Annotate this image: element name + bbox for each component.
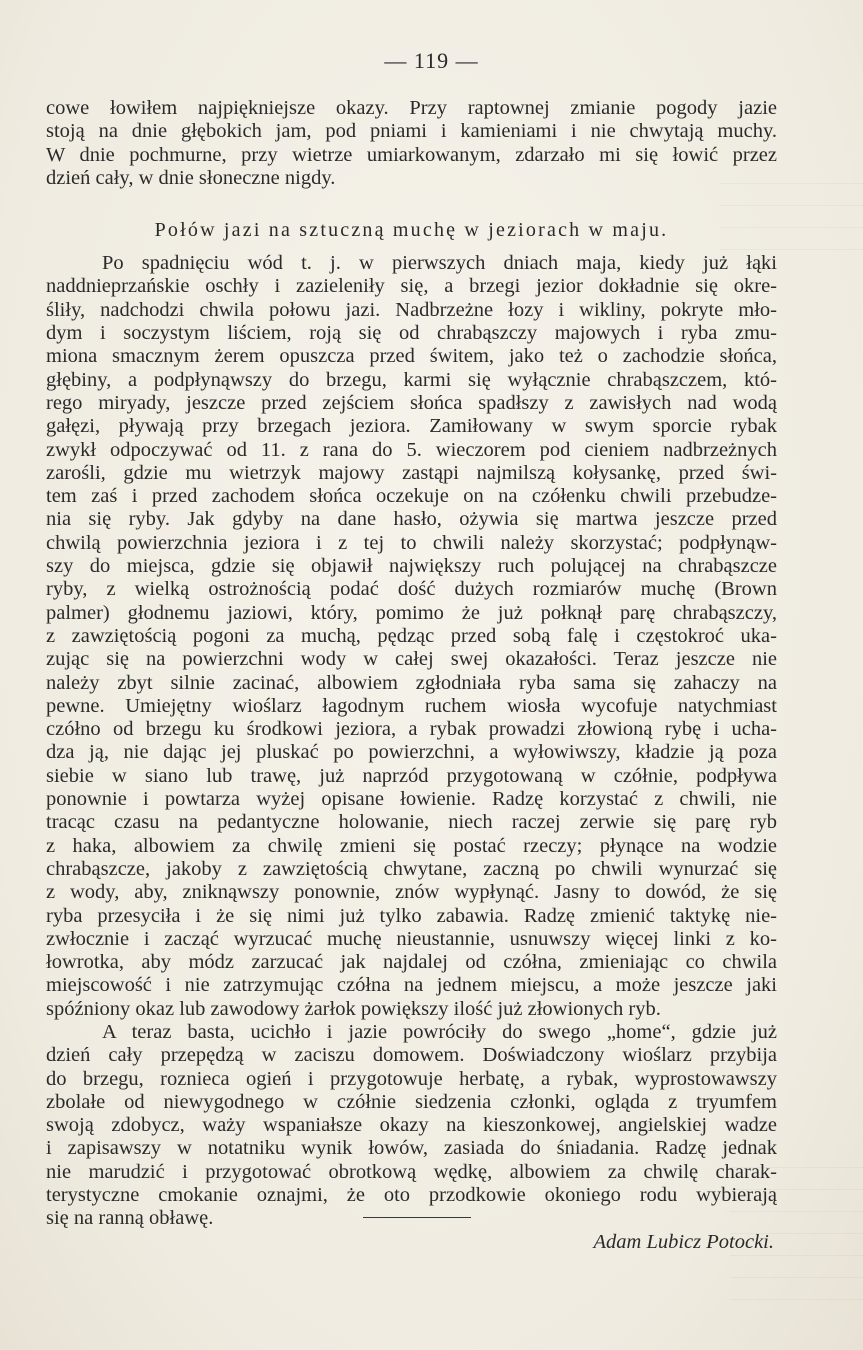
text-line: tracąc czasu na pedantyczne holowanie, niech raczej zerwie się parę ryb bbox=[46, 811, 777, 834]
text-line: tem zaś i przed zachodem słońca oczekuje on na czółenku chwili przebudze- bbox=[46, 485, 777, 508]
text-line: szy do miejsca, gdzie się objawił największy ruch polującej na chrabąszcze bbox=[46, 555, 777, 578]
text-line: miejscowość i nie zatrzymując czółna na jednem miejscu, a może jeszcze jaki bbox=[46, 974, 777, 997]
text-line: W dnie pochmurne, przy wietrze umiarkowanym, zdarzało mi się łowić przez bbox=[46, 143, 777, 166]
text-line: zwłocznie i zacząć wyrzucać muchę nieustannie, usnuwszy więcej linki z ko- bbox=[46, 927, 777, 950]
text-line: stoją na dnie głębokich jam, pod pniami i kamieniami i nie chwytają muchy. bbox=[46, 120, 777, 143]
text-line: palmer) głodnemu jaziowi, który, pomimo że już połknął parę chrabąszczy, bbox=[46, 601, 777, 624]
text-line: A teraz basta, ucichło i jazie powróciły do swego „home“, gdzie już bbox=[102, 1020, 777, 1043]
text-line: z haka, albowiem za chwilę zmieni się postać rzeczy; płynące na wodzie bbox=[46, 834, 777, 857]
text-line: gałęzi, pływają przy brzegach jeziora. Zamiłowany w swym sporcie rybak bbox=[46, 415, 777, 438]
text-line: pewne. Umiejętny wioślarz łagodnym ruchem wiosła wycofuje natychmiast bbox=[46, 694, 777, 717]
article-text bbox=[46, 97, 777, 1254]
text-line: dym i soczystym liściem, roją się od chrabąszczy majowych i ryba zmu- bbox=[46, 322, 777, 345]
text-line: terystyczne cmokanie oznajmi, że oto przodkowie okoniego rodu wybierają bbox=[46, 1184, 777, 1207]
author-signature: Adam Lubicz Potocki. bbox=[593, 1230, 774, 1253]
text-line: śliły, nadchodzi chwila połowu jazi. Nadbrzeżne łozy i wikliny, pokryte mło- bbox=[46, 298, 777, 321]
text-line: dzień cały, w dnie słoneczne nigdy. bbox=[46, 166, 336, 189]
text-line: z zawziętością pogoni za muchą, pędząc przed sobą falę i częstokroć uka- bbox=[46, 624, 777, 647]
text-line: należy zbyt silnie zacinać, albowiem zgłodniała ryba sama się zahaczy na bbox=[46, 671, 777, 694]
text-line: siebie w siano lub trawę, już naprzód przygotowaną w czółnie, podpływa bbox=[46, 764, 777, 787]
text-line: chwilą powierzchnia jeziora i z tej to chwili należy skorzystać; podpłynąw- bbox=[46, 531, 777, 554]
text-line: dzień cały przepędzą w zaciszu domowem. Doświadczony wioślarz przybija bbox=[46, 1044, 777, 1067]
text-line: zbolałe od niewygodnego w czółnie siedzenia członki, ogląda z tryumfem bbox=[46, 1090, 777, 1113]
text-line: ponownie i powtarza wyżej opisane łowienie. Radzę korzystać z chwili, nie bbox=[46, 788, 777, 811]
text-line: z wody, aby, zniknąwszy ponownie, znów wypłynąć. Jasny to dowód, że się bbox=[46, 881, 777, 904]
text-line: zarośli, gdzie mu wietrzyk majowy zastąpi najmilszą kołysankę, przed świ- bbox=[46, 461, 777, 484]
text-line: miona smacznym żerem opuszcza przed świtem, jako też o zachodzie słońca, bbox=[46, 345, 777, 368]
text-line: spóźniony okaz lub zawodowy żarłok powiększy ilość już złowionych ryb. bbox=[46, 997, 661, 1020]
text-line: chrabąszcze, jakoby z zawziętością chwytane, zaczną po chwili wynurzać się bbox=[46, 857, 777, 880]
text-line: ryba przesyciła i że się nimi już tylko zabawia. Radzę zmienić taktykę nie- bbox=[46, 904, 777, 927]
text-line: się na ranną obławę. bbox=[46, 1207, 214, 1230]
text-line: cowe łowiłem najpiękniejsze okazy. Przy raptownej zmianie pogody jazie bbox=[46, 97, 777, 119]
text-line: łowrotka, aby módz zarzucać jak najdalej od czółna, zmieniając co chwila bbox=[46, 951, 777, 974]
text-line: zwykł odpoczywać od 11. z rana do 5. wieczorem pod cieniem nadbrzeżnych bbox=[46, 438, 777, 461]
text-line: czółno od brzegu ku środkowi jeziora, a rybak prowadzi złowioną rybę i ucha- bbox=[46, 718, 777, 741]
text-line: rego miryady, jeszcze przed zejściem słońca spadłszy z zawisłych nad wodą bbox=[46, 391, 777, 414]
text-line: naddnieprzańskie oschły i zazieleniły się, a brzegi jezior dokładnie się okre- bbox=[46, 275, 777, 298]
text-line: swoją zdobycz, waży wspaniałsze okazy na kieszonkowej, angielskiej wadze bbox=[46, 1114, 777, 1137]
page-number: — 119 — bbox=[384, 48, 479, 73]
text-line: nie marudzić i przygotować obrotkową wędkę, albowiem za chwilę charak- bbox=[46, 1160, 777, 1183]
closing-rule bbox=[363, 1217, 471, 1218]
body-paragraph bbox=[46, 252, 777, 1021]
text-line: nia się ryby. Jak gdyby na dane hasło, ożywia się martwa jeszcze przed bbox=[46, 508, 777, 531]
text-line: Po spadnięciu wód t. j. w pierwszych dniach maja, kiedy już łąki bbox=[102, 252, 777, 275]
text-line: ryby, z wielką ostrożnością podać dość dużych rozmiarów muchę (Brown bbox=[46, 578, 777, 601]
text-line: do brzegu, roznieca ogień i przygotowuje herbatę, a rybak, wyprostowawszy bbox=[46, 1067, 777, 1090]
text-line: zując się na powierzchni wody w całej swej okazałości. Teraz jeszcze nie bbox=[46, 648, 777, 671]
text-line: i zapisawszy w notatniku wynik łowów, zasiada do śniadania. Radzę jednak bbox=[46, 1137, 777, 1160]
opening-paragraph bbox=[46, 97, 777, 190]
closing-paragraph bbox=[46, 1021, 777, 1231]
text-line: głębiny, a podpłynąwszy do brzegu, karmi się wyłącznie chrabąszczem, któ- bbox=[46, 368, 777, 391]
section-heading: Połów jazi na sztuczną muchę w jeziorach w maju. bbox=[154, 219, 669, 242]
text-line: dza ją, nie dając jej pluskać po powierzchni, a wyłowiwszy, kładzie ją poza bbox=[46, 741, 777, 764]
